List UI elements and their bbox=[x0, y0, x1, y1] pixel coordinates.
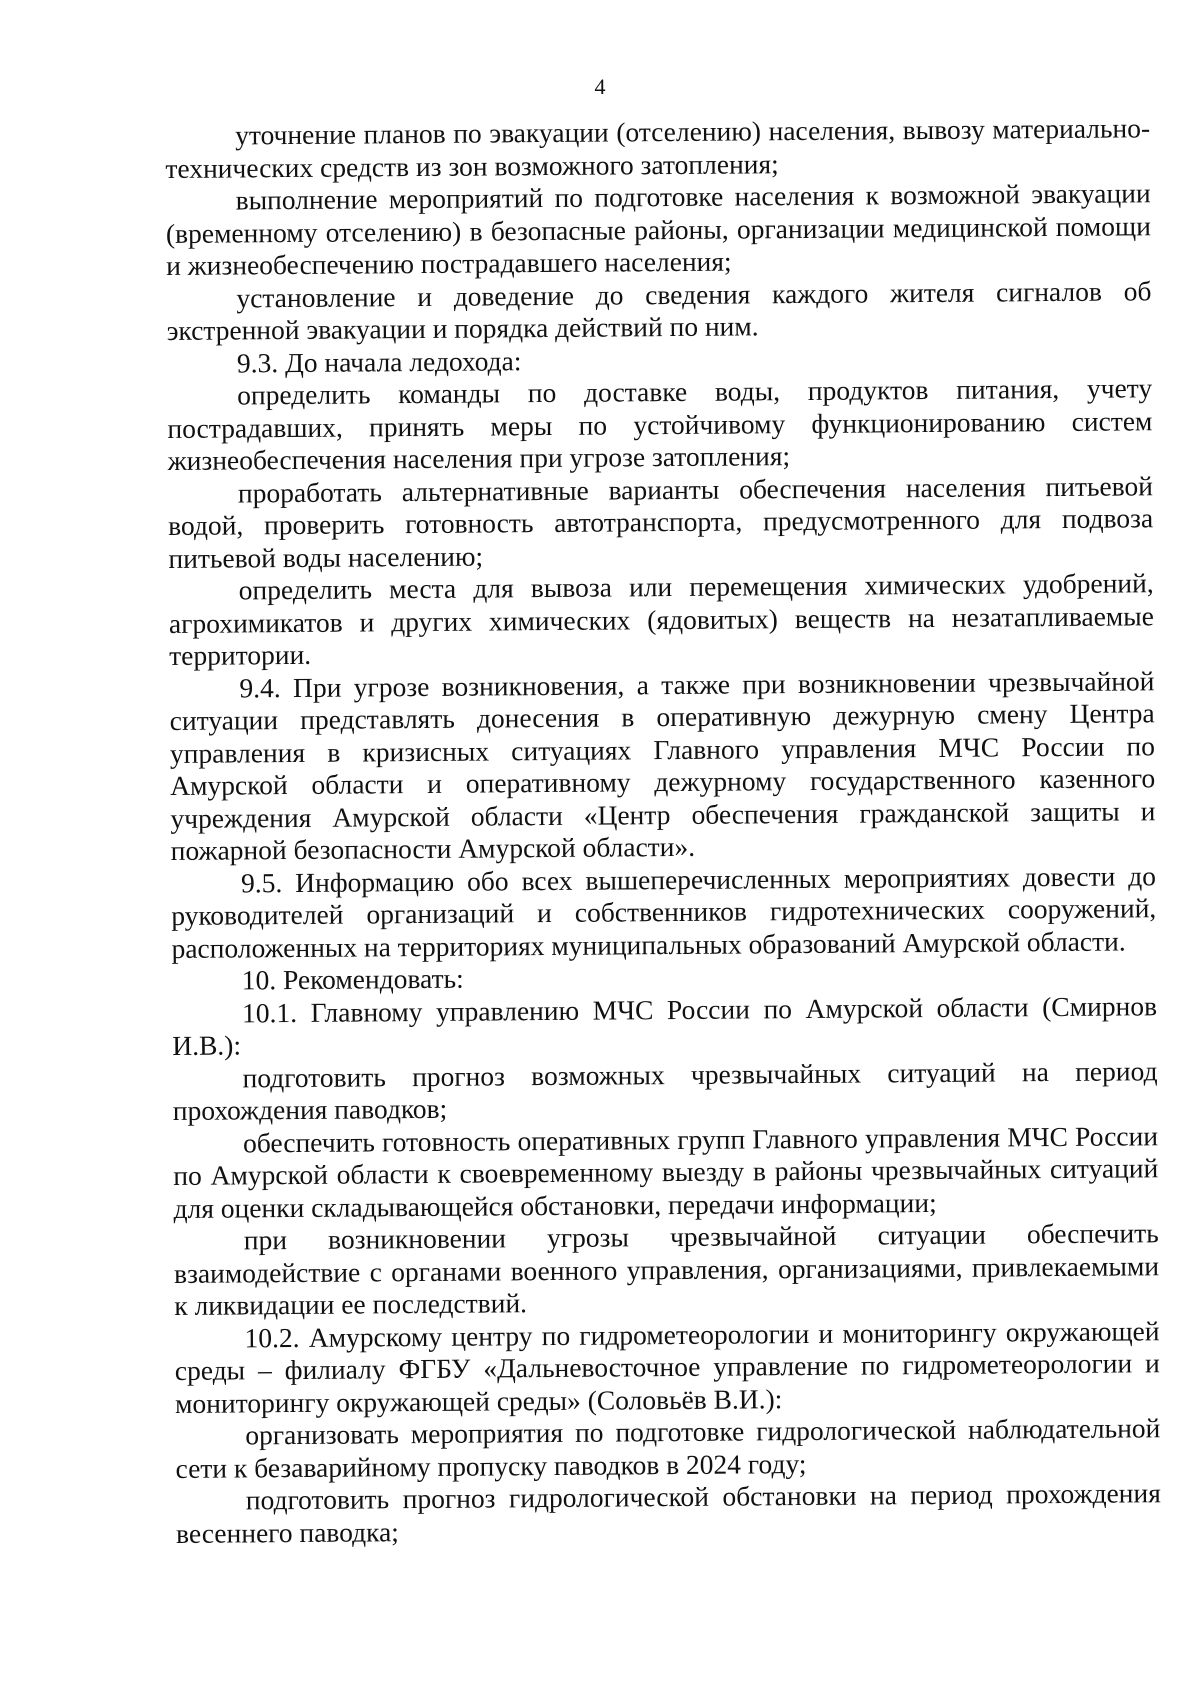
section-10-1-mchs: 10.1. Главному управлению МЧС России по Амурской области (Смирнов И.В.): bbox=[172, 989, 1158, 1061]
paragraph-evacuation-signals: установление и доведение до сведения каждого жителя сигналов об экстренной эвакуации и порядка действий по ним. bbox=[166, 274, 1152, 346]
section-9-5-information: 9.5. Информацию обо всех вышеперечисленных мероприятиях довести до руководителей организаций и собственников гидротехнических сооружений, расположенных на территориях муниципальных образований Амурской области. bbox=[171, 859, 1157, 964]
paragraph-evacuation-preparation: выполнение мероприятий по подготовке населения к возможной эвакуации (временному отселению) в безопасные районы, организации медицинской помощи и жизнеобеспечению пострадавшего населения; bbox=[165, 177, 1151, 281]
paragraph-forecast-emergencies: подготовить прогноз возможных чрезвычайных ситуаций на период прохождения паводков; bbox=[172, 1054, 1158, 1126]
paragraph-flood-forecast: подготовить прогноз гидрологической обстановки на период прохождения весеннего паводка; bbox=[175, 1477, 1161, 1549]
paragraph-delivery-teams: определить команды по доставке воды, продуктов питания, учету пострадавших, принять меры по устойчивому функционированию систем жизнеобеспечения населения при угрозе затопления; bbox=[167, 372, 1153, 476]
section-heading-10: 10. Рекомендовать: bbox=[241, 962, 464, 996]
paragraph-military-interaction: при возникновении угрозы чрезвычайной ситуации обеспечить взаимодействие с органами военного управления, организациями, привлекаемыми к ликвидации ее последствий. bbox=[173, 1217, 1160, 1321]
section-10-2-hydromet: 10.2. Амурскому центру по гидрометеорологии и мониторингу окружающей среды – филиалу ФГБУ «Дальневосточное управление по гидрометеорологии и мониторингу окружающей среды» (Соловьёв В.И.): bbox=[174, 1314, 1160, 1419]
paragraph-drinking-water: проработать альтернативные варианты обеспечения населения питьевой водой, проверить готовность автотранспорта, предусмотренного для подвоза питьевой воды населению; bbox=[168, 469, 1154, 574]
paragraph-chemicals: определить места для вывоза или перемещения химических удобрений, агрохимикатов и других химических (ядовитых) веществ на незатапливаемые территории. bbox=[168, 567, 1155, 671]
document-body bbox=[165, 112, 1161, 1550]
section-heading-9-3: 9.3. До начала ледохода: bbox=[236, 344, 522, 378]
paragraph-operational-groups: обеспечить готовность оперативных групп Главного управления МЧС России по Амурской области к своевременному выезду в районы чрезвычайных ситуаций для оценки складывающейся обстановки, передачи информации; bbox=[173, 1119, 1159, 1224]
paragraph-evacuation-plans: уточнение планов по эвакуации (отселению) населения, вывозу материально-технических средств из зон возможного затопления; bbox=[165, 112, 1151, 184]
section-9-4-reports: 9.4. При угрозе возникновения, а также при возникновении чрезвычайной ситуации представлять донесения в оперативную дежурную смену Центра управления в кризисных ситуациях Главного управления МЧС России по Амурской области и оперативному дежурному государственного казенного учреждения Амурской области «Центр обеспечения гражданской защиты и пожарной безопасности Амурской области». bbox=[169, 664, 1156, 866]
paragraph-observation-network: организовать мероприятия по подготовке гидрологической наблюдательной сети к безаварийному пропуску паводков в 2024 году; bbox=[175, 1412, 1161, 1484]
page-number: 4 bbox=[594, 74, 606, 99]
